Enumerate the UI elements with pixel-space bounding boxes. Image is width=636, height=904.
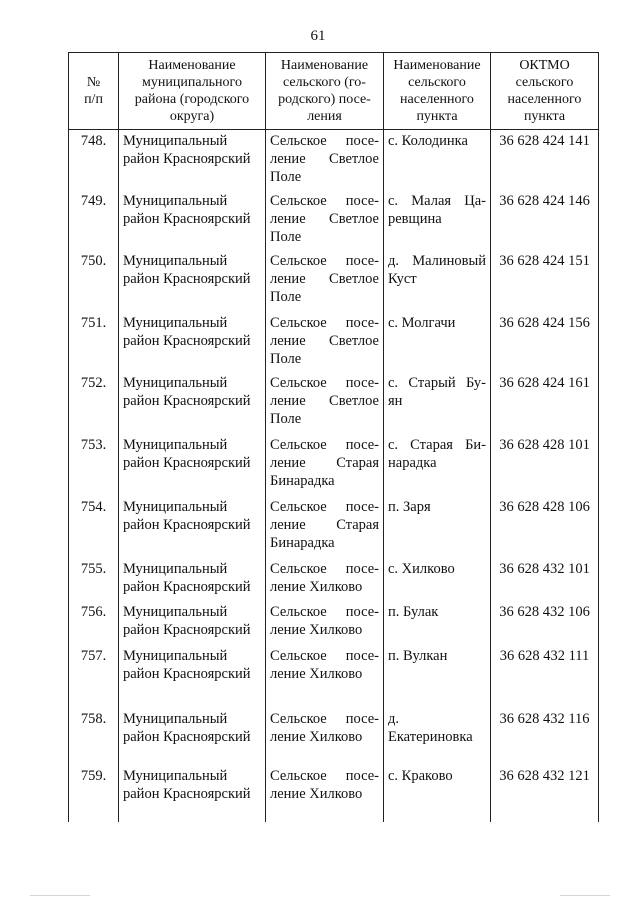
table-row: [69, 250, 599, 312]
settlement-name: Сельское посе-ление Светлое Поле: [266, 250, 384, 312]
locality-name: с. Старый Бу-ян: [384, 372, 491, 434]
locality-name: с. Малая Ца-ревщина: [384, 190, 491, 250]
locality-name: с. Колодинка: [384, 130, 491, 190]
okmo-code: 36 628 424 161: [491, 372, 599, 434]
table-row: [69, 190, 599, 250]
okmo-code: 36 628 424 141: [491, 130, 599, 190]
okmo-code: 36 628 428 101: [491, 434, 599, 496]
settlement-name: Сельское посе-ление Хилково: [266, 765, 384, 822]
okmo-code: 36 628 432 116: [491, 708, 599, 765]
district-name: Муниципальный район Красноярский: [119, 645, 266, 708]
district-name: Муниципальный район Красноярский: [119, 372, 266, 434]
table-row: [69, 601, 599, 645]
okmo-code: 36 628 424 146: [491, 190, 599, 250]
row-number: 748.: [69, 130, 119, 190]
locality-name: п. Вулкан: [384, 645, 491, 708]
scan-mark: [30, 895, 90, 896]
table-header-row: [69, 53, 599, 130]
table-body: [69, 130, 599, 822]
locality-name: п. Булак: [384, 601, 491, 645]
header-number: № п/п: [69, 53, 119, 130]
okmo-code: 36 628 424 156: [491, 312, 599, 372]
row-number: 752.: [69, 372, 119, 434]
table-row: [69, 312, 599, 372]
table-row: [69, 708, 599, 765]
settlement-name: Сельское посе-ление Светлое Поле: [266, 372, 384, 434]
district-name: Муниципальный район Красноярский: [119, 250, 266, 312]
okmo-code: 36 628 428 106: [491, 496, 599, 558]
district-name: Муниципальный район Красноярский: [119, 130, 266, 190]
settlements-table: [68, 52, 599, 822]
row-number: 757.: [69, 645, 119, 708]
header-settlement: Наименование сельского (го- родского) посе- ления: [266, 53, 384, 130]
settlement-name: Сельское посе-ление Старая Бинарадка: [266, 434, 384, 496]
district-name: Муниципальный район Красноярский: [119, 558, 266, 601]
row-number: 753.: [69, 434, 119, 496]
okmo-code: 36 628 432 106: [491, 601, 599, 645]
district-name: Муниципальный район Красноярский: [119, 312, 266, 372]
table-row: [69, 434, 599, 496]
locality-name: д. Малиновый Куст: [384, 250, 491, 312]
table-row: [69, 765, 599, 822]
locality-name: п. Заря: [384, 496, 491, 558]
district-name: Муниципальный район Красноярский: [119, 765, 266, 822]
okmo-code: 36 628 424 151: [491, 250, 599, 312]
row-number: 759.: [69, 765, 119, 822]
okmo-code: 36 628 432 111: [491, 645, 599, 708]
locality-name: с. Краково: [384, 765, 491, 822]
locality-name: с. Хилково: [384, 558, 491, 601]
scan-mark: [560, 895, 610, 896]
row-number: 754.: [69, 496, 119, 558]
settlement-name: Сельское посе-ление Хилково: [266, 601, 384, 645]
settlement-name: Сельское посе-ление Старая Бинарадка: [266, 496, 384, 558]
settlement-name: Сельское посе-ление Хилково: [266, 558, 384, 601]
page-number: 61: [310, 28, 326, 44]
header-okmo: ОКТМО сельского населенного пункта: [491, 53, 599, 130]
district-name: Муниципальный район Красноярский: [119, 190, 266, 250]
district-name: Муниципальный район Красноярский: [119, 601, 266, 645]
settlement-name: Сельское посе-ление Хилково: [266, 645, 384, 708]
district-name: Муниципальный район Красноярский: [119, 434, 266, 496]
table-row: [69, 645, 599, 708]
district-name: Муниципальный район Красноярский: [119, 708, 266, 765]
header-locality: Наименование сельского населенного пункта: [384, 53, 491, 130]
table-row: [69, 558, 599, 601]
row-number: 755.: [69, 558, 119, 601]
row-number: 758.: [69, 708, 119, 765]
row-number: 756.: [69, 601, 119, 645]
table-row: [69, 130, 599, 190]
table-row: [69, 496, 599, 558]
settlement-name: Сельское посе-ление Светлое Поле: [266, 130, 384, 190]
row-number: 750.: [69, 250, 119, 312]
okmo-code: 36 628 432 101: [491, 558, 599, 601]
locality-name: с. Молгачи: [384, 312, 491, 372]
district-name: Муниципальный район Красноярский: [119, 496, 266, 558]
locality-name: д. Екатериновка: [384, 708, 491, 765]
settlement-name: Сельское посе-ление Светлое Поле: [266, 312, 384, 372]
okmo-code: 36 628 432 121: [491, 765, 599, 822]
row-number: 751.: [69, 312, 119, 372]
locality-name: с. Старая Би-нарадка: [384, 434, 491, 496]
row-number: 749.: [69, 190, 119, 250]
settlement-name: Сельское посе-ление Светлое Поле: [266, 190, 384, 250]
header-district: Наименование муниципального района (городского округа): [119, 53, 266, 130]
settlement-name: Сельское посе-ление Хилково: [266, 708, 384, 765]
table-row: [69, 372, 599, 434]
